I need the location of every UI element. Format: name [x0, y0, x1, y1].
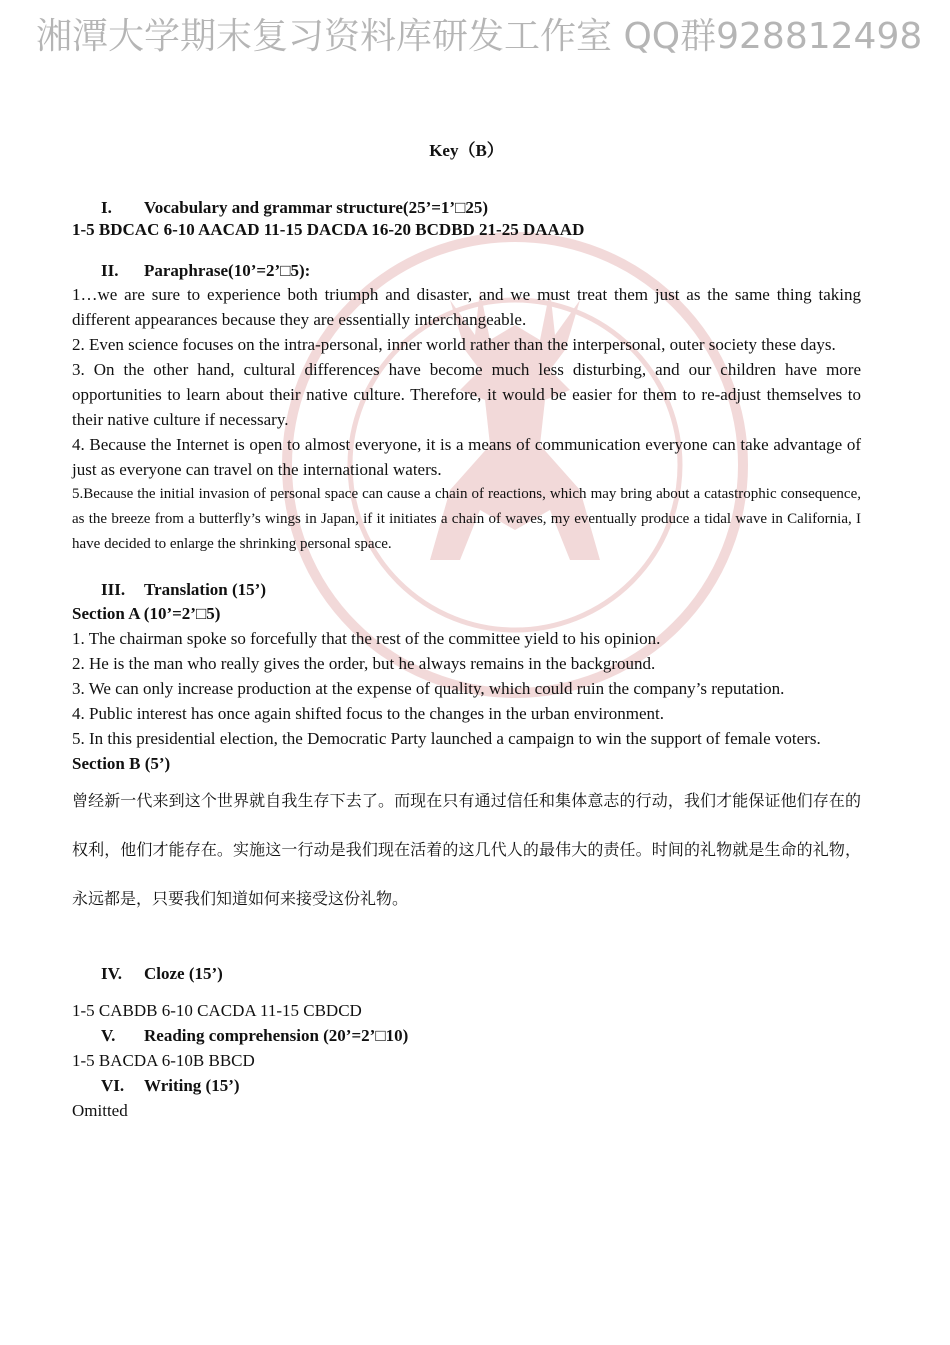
section-a-heading: Section A (10’=2’□5) [72, 604, 221, 623]
section-2-number: II. [101, 261, 119, 280]
section-5-title: Reading comprehension (20’=2’□10) [144, 1026, 409, 1045]
section-5-number: V. [101, 1026, 116, 1045]
paraphrase-item-3: 3. On the other hand, cultural differences have become much less disturbing, and our children have more opportunities to learn about their native culture. Therefore, it would be easier for them to re-adjust themselves to their native culture if necessary. [72, 360, 861, 429]
section-4-title: Cloze (15’) [144, 964, 223, 983]
section-6-title: Writing (15’) [144, 1076, 240, 1095]
section-4-number: IV. [101, 964, 122, 983]
section-4-answers: 1-5 CABDB 6-10 CACDA 11-15 CBDCD [72, 1001, 362, 1020]
section-5-answers: 1-5 BACDA 6-10B BBCD [72, 1051, 255, 1070]
document-title: Key（B） [429, 141, 504, 160]
section-1-title: Vocabulary and grammar structure(25’=1’□25) [144, 198, 489, 217]
answer-key-document [72, 136, 861, 1123]
translation-item-5: 5. In this presidential election, the Democratic Party launched a campaign to win the support of female voters. [72, 729, 821, 748]
translation-item-1: 1. The chairman spoke so forcefully that the rest of the committee yield to his opinion. [72, 629, 661, 648]
section-3-title: Translation (15’) [144, 580, 266, 599]
section-b-chinese-text: 曾经新一代来到这个世界就自我生存下去了。而现在只有通过信任和集体意志的行动，我们才能保证他们存在的权利，他们才能存在。实施这一行动是我们现在活着的这几代人的最伟大的责任。时间的礼物就是生命的礼物，永远都是，只要我们知道如何来接受这份礼物。 [72, 791, 861, 908]
watermark-header: 湘潭大学期末复习资料库研发工作室 QQ群928812498 [36, 16, 923, 57]
section-1-number: I. [101, 198, 112, 217]
section-1-answers: 1-5 BDCAC 6-10 AACAD 11-15 DACDA 16-20 BCDBD 21-25 DAAAD [72, 220, 585, 239]
section-3-heading [72, 579, 861, 601]
paraphrase-item-1: 1…we are sure to experience both triumph and disaster, and we must treat them just as the same thing taking different appearances because they are essentially interchangeable. [72, 285, 861, 329]
paraphrase-item-2: 2. Even science focuses on the intra-personal, inner world rather than the interpersonal, outer society these days. [72, 335, 836, 354]
translation-item-2: 2. He is the man who really gives the order, but he always remains in the background. [72, 654, 656, 673]
section-b-heading: Section B (5’) [72, 754, 171, 773]
section-1-heading [72, 197, 861, 219]
paraphrase-item-4: 4. Because the Internet is open to almost everyone, it is a means of communication everyone can take advantage of just as everyone can travel on the international waters. [72, 435, 861, 479]
paraphrase-item-5: 5.Because the initial invasion of personal space can cause a chain of reactions, which may bring about a catastrophic consequence, as the breeze from a butterfly’s wings in Japan, if it initiates a chain of waves, my eventually produce a tidal wave in California, I have decided to enlarge the shrinking personal space. [72, 486, 861, 552]
translation-item-3: 3. We can only increase production at the expense of quality, which could ruin the company’s reputation. [72, 679, 785, 698]
section-6-heading [72, 1073, 861, 1098]
translation-item-4: 4. Public interest has once again shifted focus to the changes in the urban environment. [72, 704, 665, 723]
section-3-number: III. [101, 580, 126, 599]
section-2-heading [72, 260, 861, 282]
section-6-number: VI. [101, 1076, 125, 1095]
section-6-text: Omitted [72, 1101, 128, 1120]
section-2-title: Paraphrase(10’=2’□5): [144, 261, 311, 280]
section-5-heading [72, 1023, 861, 1048]
section-4-heading [72, 961, 861, 987]
